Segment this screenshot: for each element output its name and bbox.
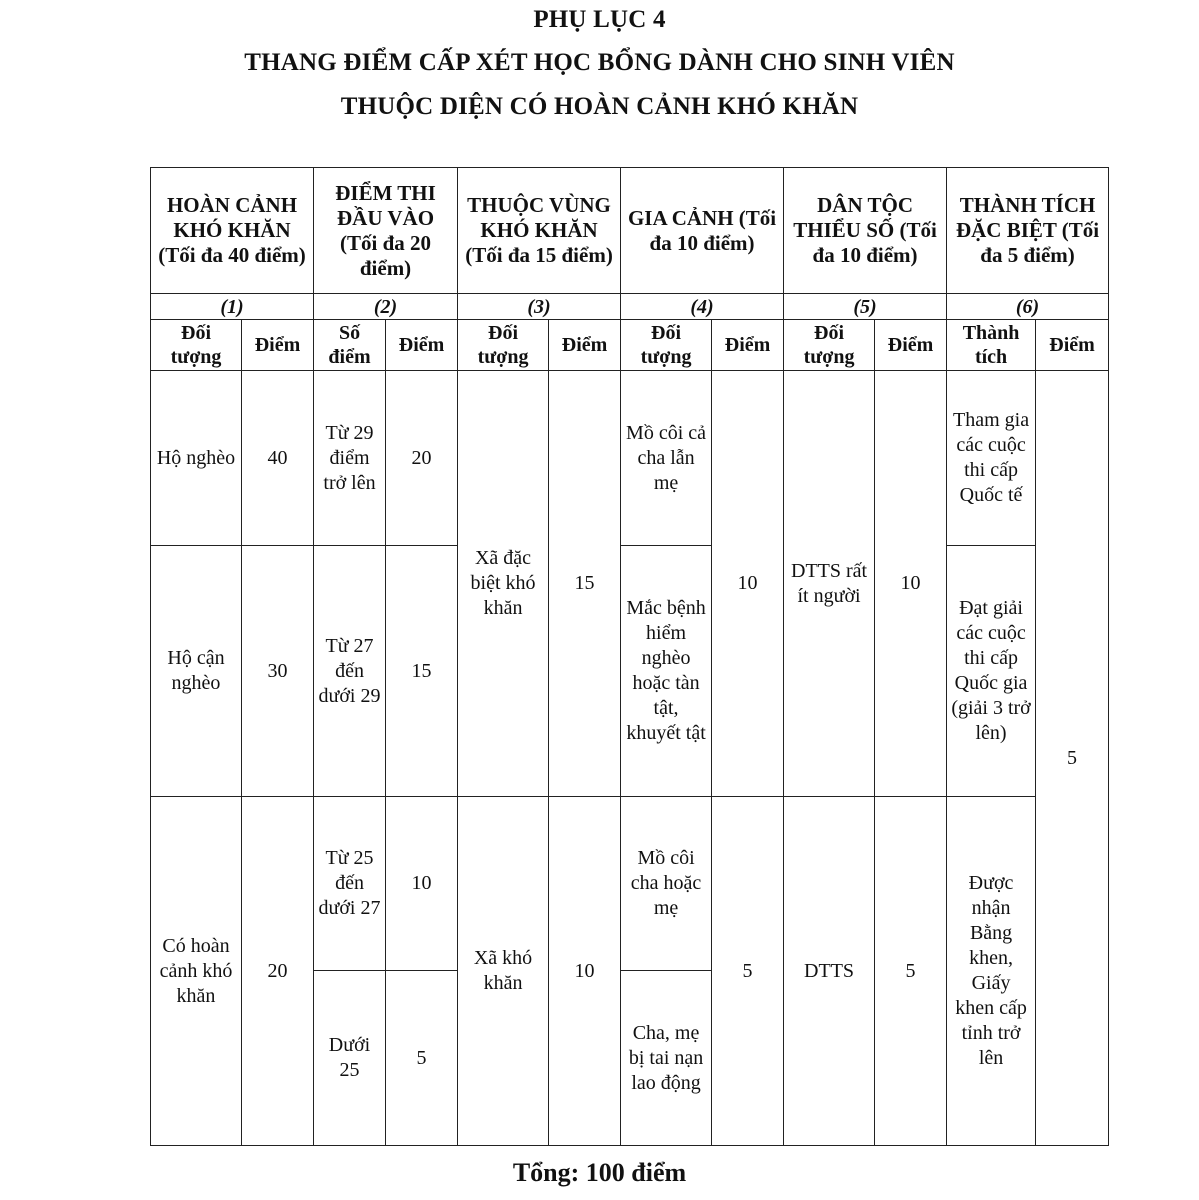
area-target: Xã đặc biệt khó khăn: [458, 371, 549, 797]
column-number: (2): [314, 294, 458, 320]
hardship-target: Có hoàn cảnh khó khăn: [151, 797, 242, 1146]
area-score: 15: [549, 371, 621, 797]
header-disadvantaged-area: THUỘC VÙNG KHÓ KHĂN (Tối đa 15 điểm): [458, 168, 621, 294]
header-special-achievement: THÀNH TÍCH ĐẶC BIỆT (Tối đa 5 điểm): [947, 168, 1109, 294]
column-number-row: [151, 294, 1109, 320]
subheader-score: Điểm: [1036, 320, 1109, 371]
column-number: (1): [151, 294, 314, 320]
achievement-target: Tham gia các cuộc thi cấp Quốc tế: [947, 371, 1036, 546]
table-row: [151, 797, 1109, 971]
subheader-score: Điểm: [386, 320, 458, 371]
subheader-row: [151, 320, 1109, 371]
document-title-line1: THANG ĐIỂM CẤP XÉT HỌC BỔNG DÀNH CHO SINH VIÊN: [244, 49, 955, 76]
hardship-target: Hộ cận nghèo: [151, 546, 242, 797]
document-title-line2: THUỘC DIỆN CÓ HOÀN CẢNH KHÓ KHĂN: [340, 93, 859, 120]
header-ethnic-minority: DÂN TỘC THIỂU SỐ (Tối đa 10 điểm): [784, 168, 947, 294]
family-target: Mồ côi cả cha lẫn mẹ: [621, 371, 712, 546]
area-score: 10: [549, 797, 621, 1146]
column-number: (5): [784, 294, 947, 320]
achievement-target: Được nhận Bằng khen, Giấy khen cấp tỉnh trở lên: [947, 797, 1036, 1146]
exam-points-range: Dưới 25: [314, 971, 386, 1146]
exam-score: 20: [386, 371, 458, 546]
exam-score: 10: [386, 797, 458, 971]
subheader-achievement: Thành tích: [947, 320, 1036, 371]
subheader-target: Đối tượng: [151, 320, 242, 371]
subheader-target: Đối tượng: [621, 320, 712, 371]
column-number: (4): [621, 294, 784, 320]
subheader-exam-points: Số điểm: [314, 320, 386, 371]
family-target: Cha, mẹ bị tai nạn lao động: [621, 971, 712, 1146]
total-score: Tổng: 100 điểm: [512, 1158, 687, 1187]
subheader-score: Điểm: [875, 320, 947, 371]
table-row: [151, 371, 1109, 546]
subheader-score: Điểm: [549, 320, 621, 371]
ethnic-target: DTTS rất ít người: [784, 371, 875, 797]
header-hardship: HOÀN CẢNH KHÓ KHĂN (Tối đa 40 điểm): [151, 168, 314, 294]
subheader-target: Đối tượng: [458, 320, 549, 371]
ethnic-target: DTTS: [784, 797, 875, 1146]
column-number: (6): [947, 294, 1109, 320]
column-number: (3): [458, 294, 621, 320]
family-score: 10: [712, 371, 784, 797]
ethnic-score: 5: [875, 797, 947, 1146]
header-row: [151, 168, 1109, 294]
family-score: 5: [712, 797, 784, 1146]
hardship-score: 20: [242, 797, 314, 1146]
hardship-target: Hộ nghèo: [151, 371, 242, 546]
scholarship-score-table: [150, 167, 1109, 1146]
ethnic-score: 10: [875, 371, 947, 797]
achievement-score: 5: [1036, 371, 1109, 1146]
subheader-target: Đối tượng: [784, 320, 875, 371]
area-target: Xã khó khăn: [458, 797, 549, 1146]
exam-points-range: Từ 25 đến dưới 27: [314, 797, 386, 971]
family-target: Mồ côi cha hoặc mẹ: [621, 797, 712, 971]
table-row: [151, 546, 1109, 797]
hardship-score: 40: [242, 371, 314, 546]
exam-score: 15: [386, 546, 458, 797]
exam-points-range: Từ 27 đến dưới 29: [314, 546, 386, 797]
header-family-situation: GIA CẢNH (Tối đa 10 điểm): [621, 168, 784, 294]
subheader-score: Điểm: [242, 320, 314, 371]
achievement-target: Đạt giải các cuộc thi cấp Quốc gia (giải 3 trở lên): [947, 546, 1036, 797]
appendix-number: PHỤ LỤC 4: [533, 6, 666, 33]
exam-score: 5: [386, 971, 458, 1146]
hardship-score: 30: [242, 546, 314, 797]
subheader-score: Điểm: [712, 320, 784, 371]
family-target: Mắc bệnh hiểm nghèo hoặc tàn tật, khuyết tật: [621, 546, 712, 797]
exam-points-range: Từ 29 điểm trở lên: [314, 371, 386, 546]
header-entrance-score: ĐIỂM THI ĐẦU VÀO (Tối đa 20 điểm): [314, 168, 458, 294]
